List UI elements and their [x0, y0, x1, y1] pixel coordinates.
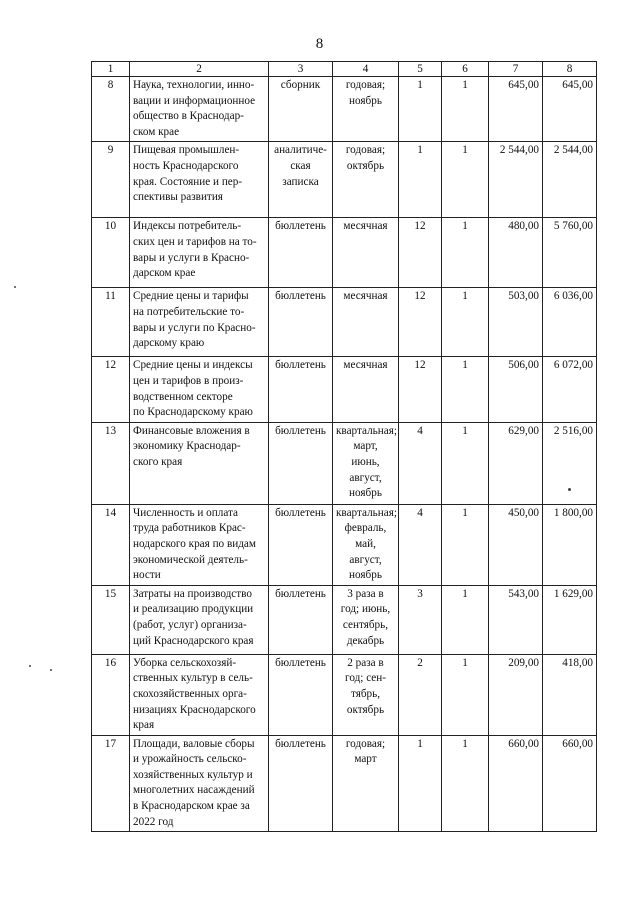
periodicity-cell [333, 504, 399, 585]
row-number-cell: 11 [92, 288, 130, 357]
publication-type-cell [269, 218, 333, 288]
total-cost-cell: 6 036,00 [543, 288, 597, 357]
cell-line: ских цен и тарифов на то- [133, 235, 257, 248]
scan-speck [29, 665, 31, 667]
cell-line: месячная [343, 220, 388, 233]
cell-line: дарскому краю [133, 337, 205, 350]
cell-line: июнь, [351, 455, 380, 468]
publications-table [91, 61, 597, 832]
table-row [92, 142, 597, 218]
table-row [92, 77, 597, 142]
table-row [92, 735, 597, 832]
periodicity-cell [333, 422, 399, 504]
row-number-cell: 9 [92, 142, 130, 218]
row-number-cell: 16 [92, 654, 130, 735]
cell-line: водственном секторе [133, 390, 233, 403]
cell-line: ноябрь [349, 94, 382, 107]
scan-speck [50, 669, 52, 671]
cell-line: февраль, май, [344, 522, 387, 550]
cell-line: (работ, услуг) организа- [133, 618, 247, 631]
issues-count-cell: 12 [399, 218, 442, 288]
table-row [92, 654, 597, 735]
row-number-cell: 10 [92, 218, 130, 288]
row-number-cell: 12 [92, 357, 130, 422]
periodicity-cell [333, 357, 399, 422]
cell-line: тябрь, [350, 687, 381, 700]
periodicity-cell [333, 288, 399, 357]
cell-line: октябрь [346, 159, 385, 172]
issues-count-cell: 2 [399, 654, 442, 735]
publication-type-cell [269, 288, 333, 357]
cell-line: цен и тарифов в произ- [133, 374, 244, 387]
periodicity-cell [333, 735, 399, 832]
publication-name-cell [130, 142, 269, 218]
cell-line: ций Краснодарского края [133, 634, 254, 647]
publication-type-cell [269, 77, 333, 142]
cell-line: Наука, технологии, инно- [133, 79, 255, 91]
cell-line: Индексы потребитель- [133, 220, 242, 233]
cell-line: год; сен- [345, 672, 386, 685]
unit-price-cell: 480,00 [489, 218, 543, 288]
cell-line: бюллетень [275, 587, 326, 600]
cell-line: дарском крае [133, 267, 196, 280]
copies-count-cell: 1 [442, 422, 489, 504]
unit-price-cell: 2 544,00 [489, 142, 543, 218]
cell-line: Численность и оплата [133, 506, 238, 519]
cell-line: края. Состояние и пер- [133, 175, 243, 188]
cell-line: 2022 год [133, 815, 174, 828]
publication-type-cell [269, 422, 333, 504]
unit-price-cell: 543,00 [489, 585, 543, 654]
cell-line: сентябрь, [342, 618, 389, 631]
issues-count-cell: 12 [399, 288, 442, 357]
total-cost-cell: 660,00 [543, 735, 597, 832]
cell-line: месячная [343, 290, 388, 303]
periodicity-cell [333, 654, 399, 735]
total-cost-cell: 418,00 [543, 654, 597, 735]
cell-line: вары и услуги по Красно- [133, 321, 256, 334]
cell-line: бюллетень [275, 220, 326, 233]
cell-line: по Краснодарскому краю [133, 406, 253, 419]
cell-line: бюллетень [275, 656, 326, 669]
column-header: 5 [399, 62, 442, 77]
publication-type-cell [269, 585, 333, 654]
issues-count-cell: 4 [399, 504, 442, 585]
cell-line: Финансовые вложения в [133, 424, 250, 437]
cell-line: хозяйственных культур и [133, 768, 253, 781]
table-row [92, 422, 597, 504]
unit-price-cell: 503,00 [489, 288, 543, 357]
publication-type-cell [269, 654, 333, 735]
cell-line: квартальная; [336, 506, 397, 519]
copies-count-cell: 1 [442, 504, 489, 585]
cell-line: труда работников Крас- [133, 522, 246, 535]
cell-line: и урожайность сельско- [133, 753, 247, 766]
table-row [92, 288, 597, 357]
column-header: 2 [130, 62, 269, 77]
copies-count-cell: 1 [442, 142, 489, 218]
copies-count-cell: 1 [442, 357, 489, 422]
issues-count-cell: 1 [399, 142, 442, 218]
cell-line: март [354, 753, 377, 766]
cell-line: аналитиче- [274, 144, 327, 157]
unit-price-cell: 209,00 [489, 654, 543, 735]
cell-line: Уборка сельскохозяй- [133, 656, 237, 669]
cell-line: ности [133, 569, 161, 582]
cell-line: Затраты на производство [133, 587, 252, 600]
cell-line: ского края [133, 455, 183, 468]
table-row [92, 218, 597, 288]
cell-line: 3 раза в [347, 587, 384, 600]
unit-price-cell: 629,00 [489, 422, 543, 504]
column-header: 3 [269, 62, 333, 77]
cell-line: август, [349, 471, 382, 484]
cell-line: Пищевая промышлен- [133, 144, 240, 157]
copies-count-cell: 1 [442, 654, 489, 735]
cell-line: спективы развития [133, 191, 223, 204]
table-row [92, 585, 597, 654]
cell-line: многолетних насаждений [133, 784, 255, 797]
cell-line: экономической деятель- [133, 553, 248, 566]
table-row [92, 504, 597, 585]
cell-line: ском крае [133, 125, 180, 138]
cell-line: ноябрь [349, 487, 382, 500]
cell-line: ственных культур в сель- [133, 672, 253, 685]
unit-price-cell: 450,00 [489, 504, 543, 585]
total-cost-cell: 2 544,00 [543, 142, 597, 218]
cell-line: август, [349, 553, 382, 566]
cell-line: квартальная; [336, 424, 397, 437]
publication-name-cell [130, 585, 269, 654]
copies-count-cell: 1 [442, 288, 489, 357]
publication-type-cell [269, 735, 333, 832]
column-header: 6 [442, 62, 489, 77]
column-header: 1 [92, 62, 130, 77]
cell-line: ская записка [282, 159, 319, 188]
table-row [92, 357, 597, 422]
cell-line: декабрь [346, 634, 385, 647]
publication-name-cell [130, 288, 269, 357]
issues-count-cell: 3 [399, 585, 442, 654]
cell-line: год; июнь, [340, 603, 391, 616]
column-header: 7 [489, 62, 543, 77]
unit-price-cell: 660,00 [489, 735, 543, 832]
column-header: 8 [543, 62, 597, 77]
periodicity-cell [333, 585, 399, 654]
cell-line: вары и услуги в Красно- [133, 251, 250, 264]
row-number-cell: 15 [92, 585, 130, 654]
publication-type-cell [269, 142, 333, 218]
issues-count-cell: 4 [399, 422, 442, 504]
page-number: 8 [315, 36, 324, 52]
total-cost-cell: 645,00 [543, 77, 597, 142]
publication-name-cell [130, 735, 269, 832]
periodicity-cell [333, 77, 399, 142]
cell-line: низациях Краснодарского [133, 703, 256, 716]
cell-line: бюллетень [275, 290, 326, 303]
cell-line: месячная [343, 359, 388, 372]
issues-count-cell: 1 [399, 77, 442, 142]
cell-line: Площади, валовые сборы [133, 737, 255, 750]
cell-line: бюллетень [275, 737, 326, 750]
copies-count-cell: 1 [442, 218, 489, 288]
issues-count-cell: 1 [399, 735, 442, 832]
issues-count-cell: 12 [399, 357, 442, 422]
total-cost-cell: 2 516,00 [543, 422, 597, 504]
publication-type-cell [269, 504, 333, 585]
cell-line: сборник [280, 79, 321, 91]
copies-count-cell: 1 [442, 585, 489, 654]
cell-line: март, [353, 440, 378, 453]
row-number-cell: 17 [92, 735, 130, 832]
table-body [92, 77, 597, 832]
cell-line: общество в Краснодар- [133, 110, 244, 123]
copies-count-cell: 1 [442, 735, 489, 832]
row-number-cell: 8 [92, 77, 130, 142]
unit-price-cell: 645,00 [489, 77, 543, 142]
total-cost-cell: 1 629,00 [543, 585, 597, 654]
cell-line: Средние цены и индексы [133, 359, 253, 372]
row-number-cell: 14 [92, 504, 130, 585]
publication-name-cell [130, 504, 269, 585]
periodicity-cell [333, 218, 399, 288]
cell-line: края [133, 719, 155, 732]
cell-line: ность Краснодарского [133, 159, 239, 172]
cell-line: ноябрь [349, 569, 382, 582]
scan-speck [568, 488, 571, 491]
cell-line: и реализацию продукции [133, 603, 254, 616]
publication-type-cell [269, 357, 333, 422]
publication-name-cell [130, 218, 269, 288]
column-header: 4 [333, 62, 399, 77]
cell-line: бюллетень [275, 359, 326, 372]
copies-count-cell: 1 [442, 77, 489, 142]
cell-line: бюллетень [275, 506, 326, 519]
periodicity-cell [333, 142, 399, 218]
publication-name-cell [130, 422, 269, 504]
cell-line: скохозяйственных орга- [133, 687, 247, 700]
publication-name-cell [130, 357, 269, 422]
cell-line: вации и информационное [133, 94, 256, 107]
cell-line: годовая; [345, 737, 386, 750]
total-cost-cell: 5 760,00 [543, 218, 597, 288]
total-cost-cell: 1 800,00 [543, 504, 597, 585]
cell-line: в Краснодарском крае за [133, 800, 250, 813]
scan-speck [14, 286, 16, 288]
cell-line: на потребительские то- [133, 305, 245, 318]
header-row [92, 62, 597, 77]
cell-line: Средние цены и тарифы [133, 290, 249, 303]
cell-line: нодарского края по видам [133, 537, 256, 550]
unit-price-cell: 506,00 [489, 357, 543, 422]
row-number-cell: 13 [92, 422, 130, 504]
cell-line: 2 раза в [347, 656, 384, 669]
cell-line: бюллетень [275, 424, 326, 437]
cell-line: годовая; [345, 144, 386, 157]
cell-line: годовая; [345, 79, 386, 91]
cell-line: октябрь [346, 703, 385, 716]
publication-name-cell [130, 77, 269, 142]
total-cost-cell: 6 072,00 [543, 357, 597, 422]
cell-line: экономику Краснодар- [133, 440, 241, 453]
publication-name-cell [130, 654, 269, 735]
